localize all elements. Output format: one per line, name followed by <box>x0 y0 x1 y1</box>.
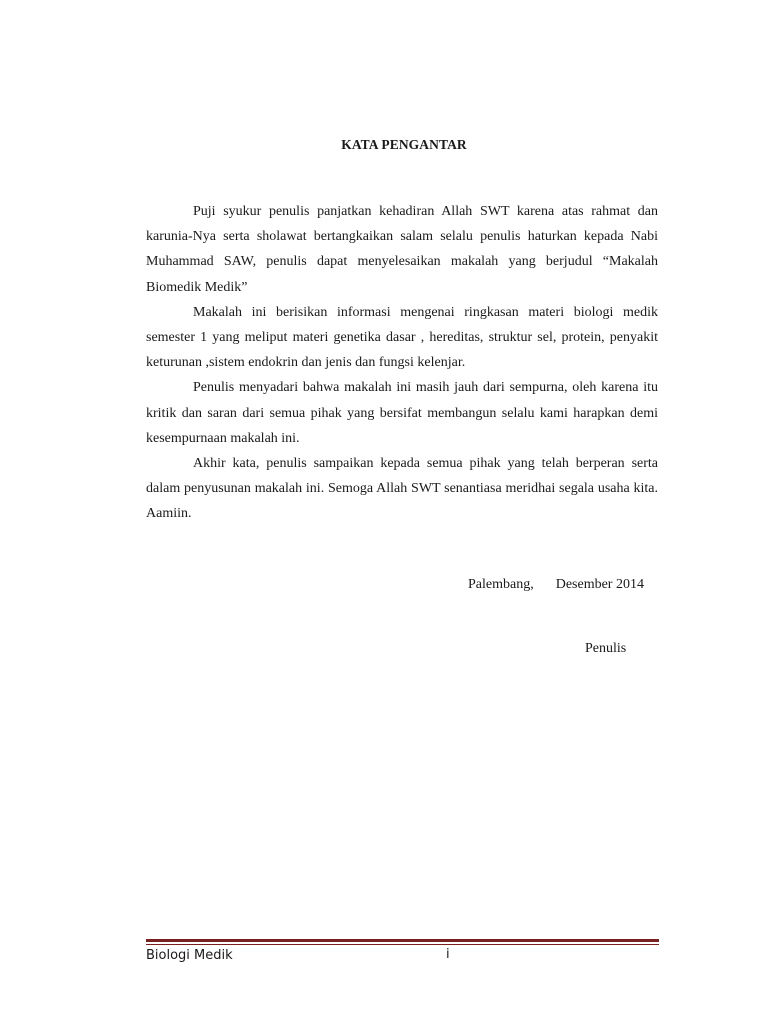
closing-place: Palembang, <box>468 577 534 592</box>
paragraph-4: Akhir kata, penulis sampaikan kepada semua pihak yang telah berperan serta dalam penyusunan makalah ini. Semoga Allah SWT senantiasa meridhai segala usaha kita. Aamiin. <box>146 456 658 522</box>
paragraph-2: Makalah ini berisikan informasi mengenai ringkasan materi biologi medik semester 1 yang meliput materi genetika dasar , hereditas, struktur sel, protein, penyakit keturunan ,sistem endokrin dan jenis dan fungsi kelenjar. <box>146 304 658 371</box>
page-number: i <box>446 947 450 962</box>
paragraph-1: Puji syukur penulis panjatkan kehadiran Allah SWT karena atas rahmat dan karunia-Nya serta sholawat bertangkaikan salam selalu penulis haturkan kepada Nabi Muhammad SAW, penulis dapat menyelesaikan makalah yang berjudul “Makalah Biomedik Medik” <box>146 204 658 295</box>
footer-title: Biologi Medik <box>146 948 233 963</box>
closing-place-date <box>468 577 644 593</box>
closing-date: Desember 2014 <box>555 577 644 592</box>
signature: Penulis <box>585 641 627 656</box>
footer-divider <box>146 939 659 945</box>
page-title: KATA PENGANTAR <box>341 137 467 152</box>
document-body <box>146 199 658 527</box>
paragraph-3: Penulis menyadari bahwa makalah ini masih jauh dari sempurna, oleh karena itu kritik dan saran dari semua pihak yang bersifat membangun selalu kami harapkan demi kesempurnaan makalah ini. <box>146 380 658 446</box>
footer-divider-thick <box>146 939 659 942</box>
footer-divider-thin <box>146 944 659 945</box>
